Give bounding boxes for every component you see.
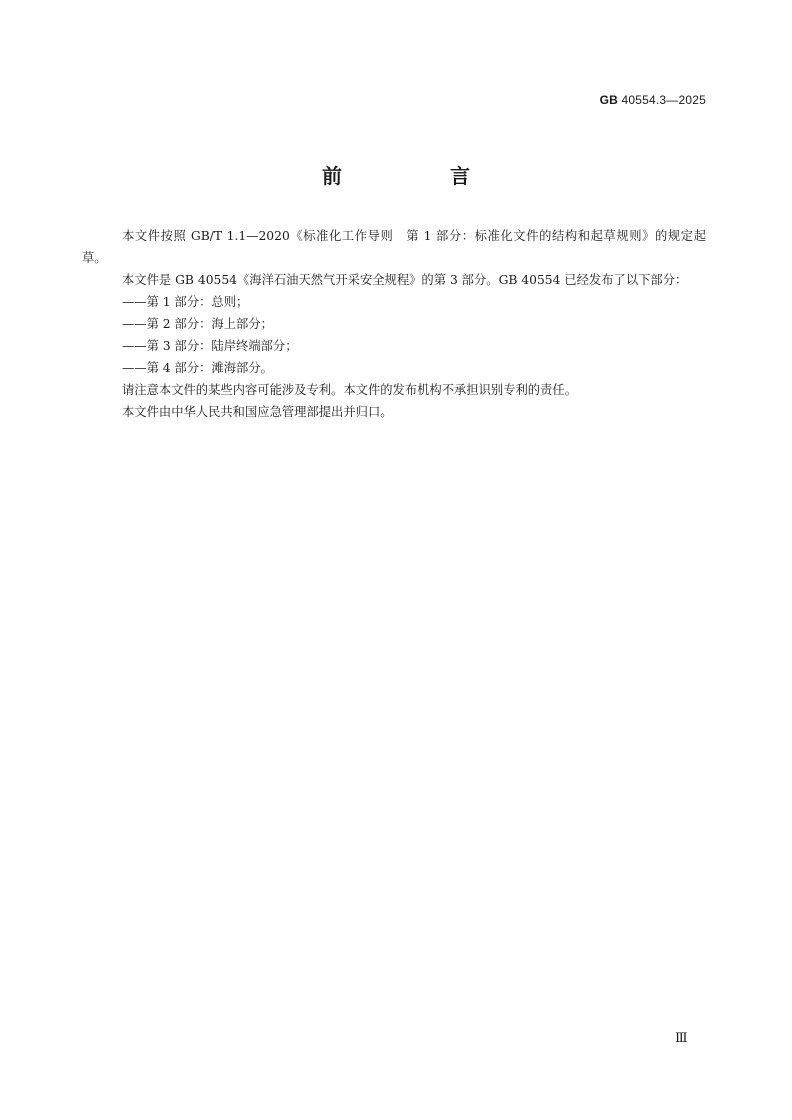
list-item: ——第 4 部分：滩海部分。 — [122, 361, 273, 375]
foreword-body — [82, 225, 706, 423]
paragraph-series-parts: 本文件是 GB 40554《海洋石油天然气开采安全规程》的第 3 部分。GB 40554 已经发布了以下部分： — [122, 273, 688, 287]
paragraph-proposer: 本文件由中华人民共和国应急管理部提出并归口。 — [122, 405, 393, 419]
parts-list — [82, 291, 706, 379]
list-item: ——第 2 部分：海上部分； — [122, 317, 273, 331]
page-number: Ⅲ — [675, 1030, 688, 1045]
paragraph-patent-notice: 请注意本文件的某些内容可能涉及专利。本文件的发布机构不承担识别专利的责任。 — [122, 383, 577, 397]
standard-prefix: GB — [599, 93, 618, 107]
list-item: ——第 1 部分：总则； — [122, 295, 249, 309]
paragraph-drafting-rules: 本文件按照 GB/T 1.1—2020《标准化工作导则 第 1 部分：标准化文件的结构和起草规则》的规定起草。 — [82, 229, 706, 265]
standard-code: 40554.3—2025 — [621, 93, 706, 107]
standard-number — [600, 93, 706, 107]
list-item: ——第 3 部分：陆岸终端部分； — [122, 339, 298, 353]
page-title: 前 言 — [322, 164, 514, 188]
